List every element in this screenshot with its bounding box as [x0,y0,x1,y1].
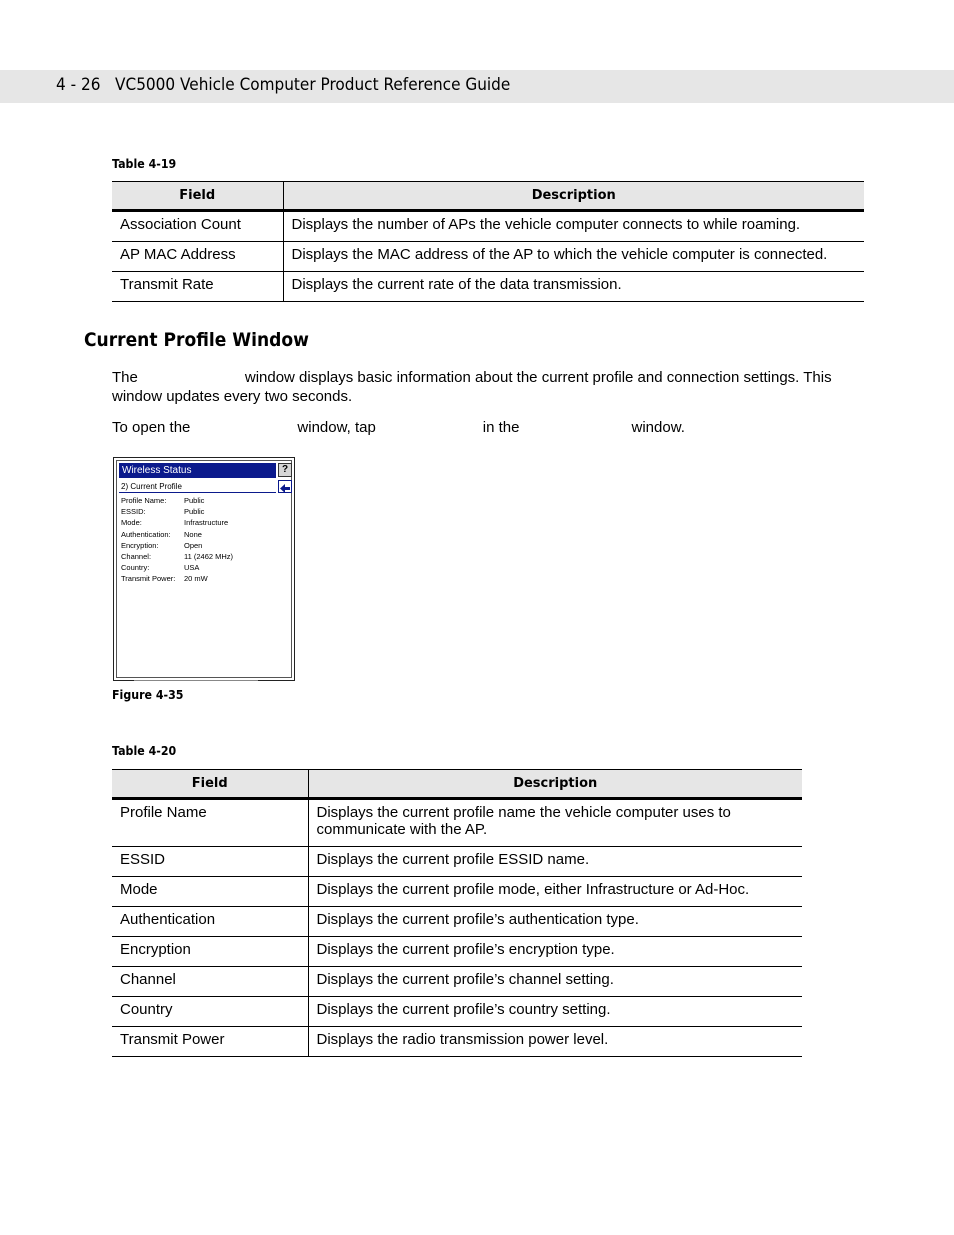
status-view-dropdown[interactable]: 2) Current Profile [119,480,276,493]
field-cell: Transmit Power [112,1027,308,1057]
window-title-bar: Wireless Status [119,463,276,478]
field-cell: Authentication [112,907,308,937]
back-button[interactable] [278,480,292,493]
field-cell: Country [112,997,308,1027]
description-cell: Displays the radio transmission power level. [308,1027,802,1057]
book-title: VC5000 Vehicle Computer Product Reference Guide [115,75,511,95]
table-row [112,847,802,877]
info-row: Authentication: None [121,529,202,539]
column-header-description: Description [283,182,864,211]
table-row [112,272,864,302]
field-cell: Encryption [112,937,308,967]
description-cell: Displays the current profile ESSID name. [308,847,802,877]
table-row [112,799,802,847]
screen-frame [116,460,292,678]
info-row: Channel: 11 (2462 MHz) [121,552,234,562]
taskbar-strip [134,680,258,683]
table-row [112,242,864,272]
table-row [112,997,802,1027]
description-cell: Displays the current profile’s country setting. [308,997,802,1027]
description-cell: Displays the current profile name the vehicle computer uses to communicate with the AP. [308,799,802,847]
profile-info-list [121,495,233,585]
field-cell: Profile Name [112,799,308,847]
field-cell: Transmit Rate [112,272,283,302]
field-cell: ESSID [112,847,308,877]
column-header-field: Field [112,182,283,211]
description-cell: Displays the current profile’s channel setting. [308,967,802,997]
figure-caption: Figure 4-35 [112,688,184,702]
description-cell: Displays the current profile’s encryption type. [308,937,802,967]
field-cell: AP MAC Address [112,242,283,272]
intro-paragraph: The window displays basic information about the current profile and connection settings. This window updates every two seconds. [112,369,832,405]
profile-table [112,769,802,1057]
help-button[interactable]: ? [278,463,292,477]
description-cell: Displays the number of APs the vehicle computer connects to while roaming. [283,211,864,242]
wireless-status-screenshot [113,457,295,681]
page-number: 4 - 26 [56,75,101,95]
table-row [112,937,802,967]
table-caption: Table 4-19 [112,157,177,171]
info-row: Profile Name: Public [121,496,205,505]
info-row: Transmit Power: 20 mW [121,574,208,584]
field-cell: Association Count [112,211,283,242]
table-row [112,967,802,997]
description-cell: Displays the current profile mode, either Infrastructure or Ad-Hoc. [308,877,802,907]
section-title: Current Profile Window [84,329,309,351]
column-header-field: Field [112,770,308,799]
description-cell: Displays the MAC address of the AP to which the vehicle computer is connected. [283,242,864,272]
info-row: ESSID: Public [121,507,205,517]
description-cell: Displays the current rate of the data transmission. [283,272,864,302]
table-row [112,1027,802,1057]
info-row: Mode: Infrastructure [121,518,229,528]
stats-table [112,181,864,302]
table-row [112,907,802,937]
info-row: Encryption: Open [121,540,203,550]
field-cell: Channel [112,967,308,997]
page-header [56,75,510,95]
instruction-paragraph: To open the window, tap in the window. [112,419,685,436]
table-row [112,211,864,242]
table-caption: Table 4-20 [112,744,177,758]
field-cell: Mode [112,877,308,907]
back-arrow-icon [279,483,291,494]
column-header-description: Description [308,770,802,799]
info-row: Country: USA [121,563,200,573]
table-row [112,877,802,907]
description-cell: Displays the current profile’s authentication type. [308,907,802,937]
